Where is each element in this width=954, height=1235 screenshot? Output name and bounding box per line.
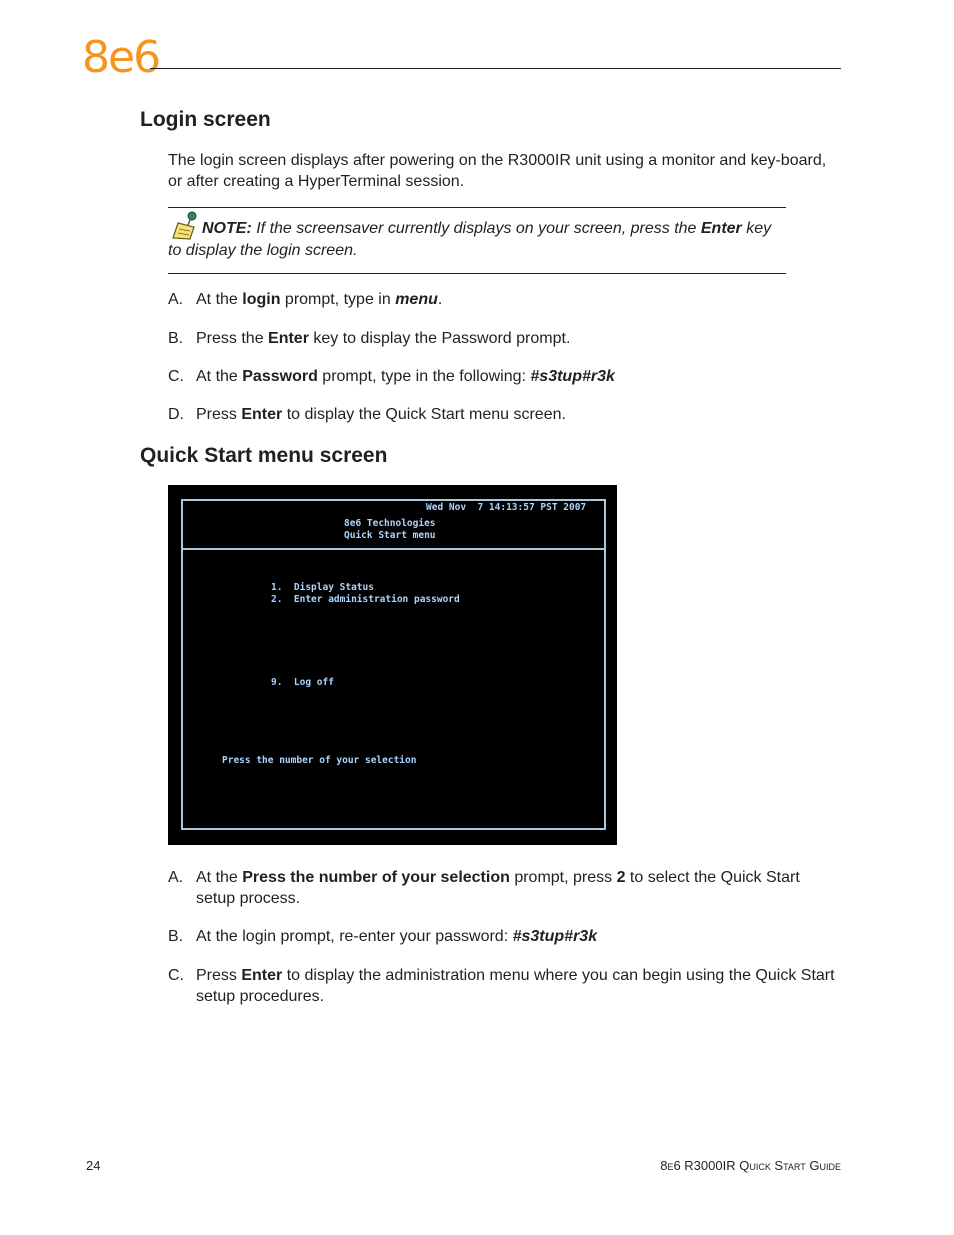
step-text: Press bbox=[196, 967, 242, 984]
step-text: . bbox=[437, 291, 443, 308]
step-letter: B. bbox=[168, 928, 184, 945]
step-text: At the bbox=[196, 291, 243, 308]
step-text: prompt, press bbox=[509, 869, 617, 886]
step-bold-italic: #s3tup#r3k bbox=[512, 928, 598, 945]
login-intro: The login screen displays after powering on the R3000IR unit using a monitor and key-board, or after creating a HyperTerminal session. bbox=[168, 152, 827, 190]
step-text: At the bbox=[196, 368, 243, 385]
note-label: NOTE: bbox=[202, 220, 252, 237]
terminal-company: 8e6 Technologies bbox=[344, 518, 436, 529]
terminal-option-9: 9. Log off bbox=[271, 677, 334, 688]
step-letter: D. bbox=[168, 406, 184, 423]
terminal-option-1: 1. Display Status bbox=[271, 582, 374, 593]
step-text: At the bbox=[196, 869, 243, 886]
terminal-datetime: Wed Nov 7 14:13:57 PST 2007 bbox=[426, 502, 587, 513]
guide-title-part: e bbox=[667, 1158, 674, 1173]
step-letter: A. bbox=[168, 869, 184, 886]
note-enter: Enter bbox=[700, 220, 742, 237]
page-number: 24 bbox=[86, 1158, 101, 1173]
terminal-prompt: Press the number of your selection bbox=[222, 755, 417, 766]
login-heading: Login screen bbox=[140, 108, 271, 131]
step-text: to display the administration menu where you can begin using the Quick Start setup procedures. bbox=[196, 967, 835, 1005]
guide-title-part: 8 bbox=[660, 1158, 668, 1173]
note-post: key to display the login screen. bbox=[168, 220, 772, 259]
step-bold: Password bbox=[242, 368, 318, 385]
step-bold: Enter bbox=[241, 406, 283, 423]
note-pre: If the screensaver currently displays on your screen, press the bbox=[251, 220, 701, 237]
step-bold: login bbox=[242, 291, 281, 308]
step-text: Press the bbox=[196, 330, 269, 347]
step-text: Press bbox=[196, 406, 242, 423]
step-text: to select the Quick Start setup process. bbox=[196, 869, 800, 907]
step-text: to display the Quick Start menu screen. bbox=[282, 406, 566, 423]
step-bold-italic: #s3tup#r3k bbox=[530, 368, 615, 385]
note-top-rule bbox=[168, 207, 786, 208]
guide-title-part: 6 R3000IR bbox=[673, 1158, 740, 1173]
step-bold: Press the number of your selection bbox=[242, 869, 510, 886]
terminal-menu-title: Quick Start menu bbox=[344, 530, 436, 541]
step-text: key to display the Password prompt. bbox=[308, 330, 571, 347]
guide-title bbox=[660, 1158, 841, 1173]
terminal-screenshot bbox=[168, 485, 617, 845]
step-text: prompt, type in bbox=[280, 291, 396, 308]
brand-logo: 8e6 bbox=[82, 32, 160, 83]
step-text: At the login prompt, re-enter your password: bbox=[196, 928, 513, 945]
quickstart-heading: Quick Start menu screen bbox=[140, 444, 388, 467]
step-letter: A. bbox=[168, 291, 184, 308]
step-bold-italic: menu bbox=[395, 291, 438, 308]
step-bold: Enter bbox=[241, 967, 283, 984]
step-letter: C. bbox=[168, 967, 184, 984]
terminal-body-box bbox=[181, 548, 606, 830]
note-bottom-rule bbox=[168, 273, 786, 274]
step-letter: B. bbox=[168, 330, 184, 347]
step-text: prompt, type in the following: bbox=[317, 368, 531, 385]
header-rule bbox=[150, 68, 841, 69]
terminal-option-2: 2. Enter administration password bbox=[271, 594, 460, 605]
step-bold: 2 bbox=[616, 869, 626, 886]
step-bold: Enter bbox=[268, 330, 309, 347]
guide-title-part: Quick Start Guide bbox=[739, 1158, 841, 1173]
step-letter: C. bbox=[168, 368, 184, 385]
note-text bbox=[168, 218, 788, 262]
